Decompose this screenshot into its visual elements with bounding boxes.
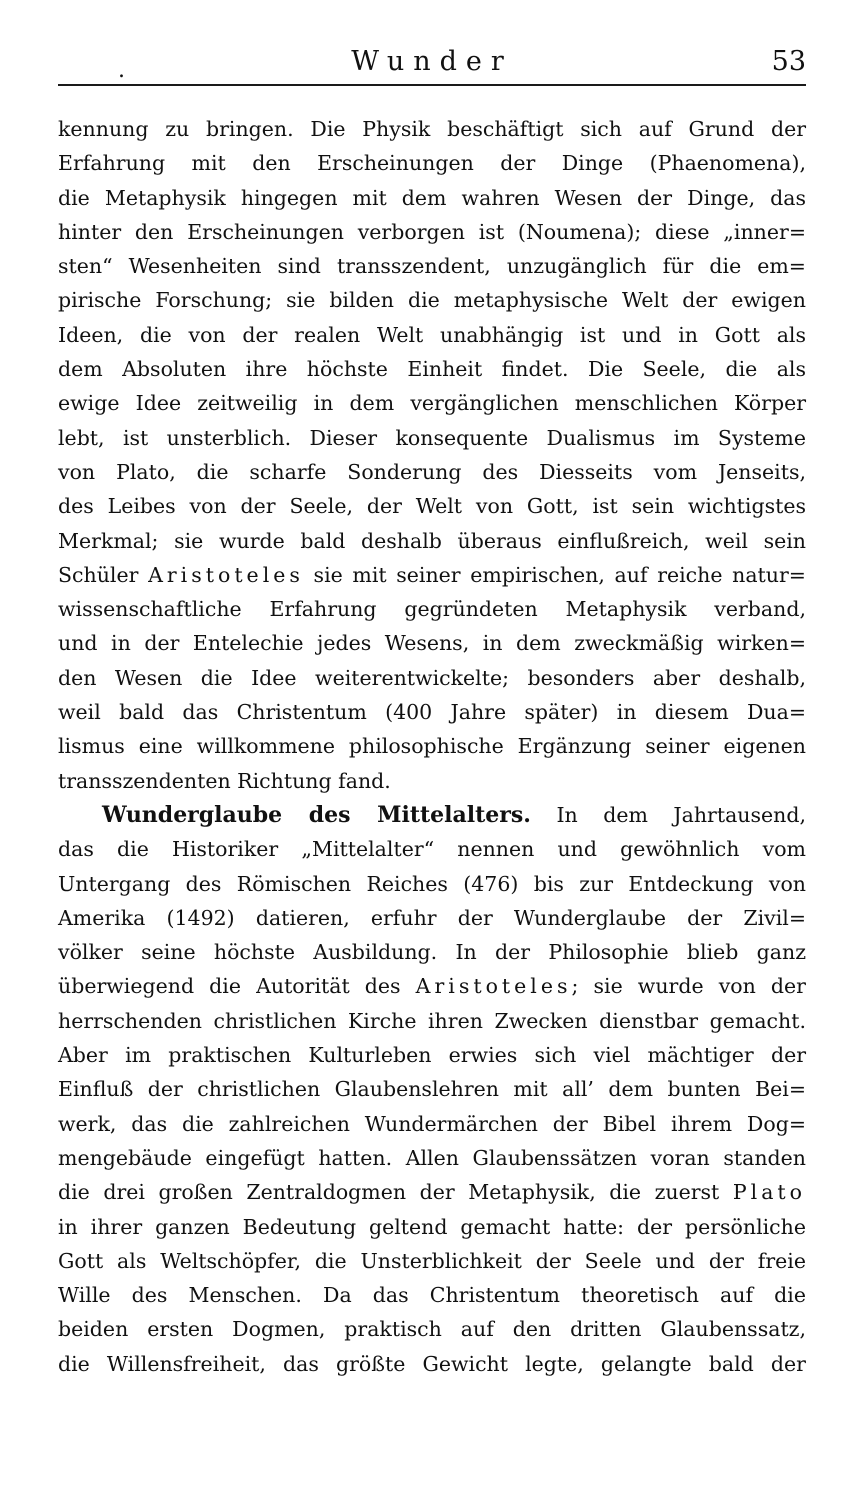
text-line: völker seine höchste Ausbildung. In der Philosophie blieb ganz (58, 940, 806, 965)
text-line (58, 558, 806, 592)
text-line: des Leibes von der Seele, der Welt von Gott, ist sein wichtigstes (58, 494, 806, 519)
text-line (58, 798, 806, 832)
text-line: lismus eine willkommene philosophische Ergänzung seiner eigenen (58, 734, 806, 759)
text-line: beiden ersten Dogmen, praktisch auf den dritten Glaubenssatz, (58, 1317, 806, 1342)
section-heading: Wunderglaube des Mittelalters. (102, 801, 531, 828)
text-line: Erfahrung mit den Erscheinungen der Dinge (Phaenomena), (58, 151, 806, 176)
text-line: transszendenten Richtung fand. (58, 768, 391, 793)
text-line: Einfluß der christlichen Glaubenslehren mit all’ dem bunten Bei= (58, 1077, 806, 1102)
text-line: Amerika (1492) datieren, erfuhr der Wunderglaube der Zivil= (58, 905, 806, 930)
text-line: die Metaphysik hingegen mit dem wahren Wesen der Dinge, das (58, 185, 806, 210)
text-line: Merkmal; sie wurde bald deshalb überaus einflußreich, weil sein (58, 528, 806, 553)
text-line: und in der Entelechie jedes Wesens, in dem zweckmäßig wirken= (58, 631, 806, 656)
text-line: weil bald das Christentum (400 Jahre später) in diesem Dua= (58, 700, 806, 725)
text-line: Wille des Menschen. Da das Christentum theoretisch auf die (58, 1283, 806, 1308)
running-header (58, 44, 806, 84)
text-line: werk, das die zahlreichen Wundermärchen der Bibel ihrem Dog= (58, 1111, 806, 1136)
text-line: pirische Forschung; sie bilden die metaphysische Welt der ewigen (58, 288, 806, 313)
text-line (58, 1175, 806, 1209)
text-line: dem Absoluten ihre höchste Einheit findet. Die Seele, die als (58, 357, 806, 382)
text-line: das die Historiker „Mittelalter“ nennen und gewöhnlich vom (58, 837, 806, 862)
text-line: ewige Idee zeitweilig in dem vergänglichen menschlichen Körper (58, 391, 806, 416)
text-segment: ; sie wurde von der (571, 974, 806, 999)
page-number: 53 (771, 46, 806, 77)
header-rule (58, 84, 806, 86)
text-segment: die drei großen Zentraldogmen der Metaphysik, die zuerst (58, 1180, 720, 1205)
text-line: kennung zu bringen. Die Physik beschäftigt sich auf Grund der (58, 117, 806, 141)
text-line: lebt, ist unsterblich. Dieser konsequente Dualismus im Systeme (58, 425, 806, 450)
text-line (58, 969, 806, 1003)
running-title: Wunder (351, 46, 513, 77)
text-segment: Schüler (58, 562, 139, 587)
header-dot: . (118, 58, 125, 83)
text-line: den Wesen die Idee weiterentwickelte; besonders aber deshalb, (58, 665, 806, 690)
text-line: Aber im praktischen Kulturleben erwies sich viel mächtiger der (58, 1043, 806, 1068)
spaced-name: Plato (732, 1180, 806, 1205)
text-line: Gott als Weltschöpfer, die Unsterblichkeit der Seele und der freie (58, 1248, 806, 1273)
text-line: von Plato, die scharfe Sonderung des Diesseits vom Jenseits, (58, 459, 806, 484)
text-line: in ihrer ganzen Bedeutung geltend gemacht hatte: der persönliche (58, 1214, 806, 1239)
text-line: Ideen, die von der realen Welt unabhängig ist und in Gott als (58, 322, 806, 347)
text-line: herrschenden christlichen Kirche ihren Zwecken dienstbar gemacht. (58, 1008, 806, 1033)
text-segment: sie mit seiner empirischen, auf reiche natur= (313, 562, 806, 587)
text-line: hinter den Erscheinungen verborgen ist (Noumena); diese „inner= (58, 219, 806, 244)
text-segment: In dem Jahrtausend, (556, 802, 806, 827)
spaced-name: Aristoteles (148, 562, 304, 587)
text-segment: überwiegend die Autorität des (58, 974, 401, 999)
text-line: Untergang des Römischen Reiches (476) bis zur Entdeckung von (58, 871, 806, 896)
spaced-name: Aristoteles (415, 974, 572, 999)
text-line: sten“ Wesenheiten sind transszendent, unzugänglich für die em= (58, 254, 806, 279)
text-line: wissenschaftliche Erfahrung gegründeten Metaphysik verband, (58, 597, 806, 622)
text-line: die Willensfreiheit, das größte Gewicht legte, gelangte bald der (58, 1351, 806, 1376)
body-text (58, 112, 806, 1381)
text-line: mengebäude eingefügt hatten. Allen Glaubenssätzen voran standen (58, 1145, 806, 1170)
